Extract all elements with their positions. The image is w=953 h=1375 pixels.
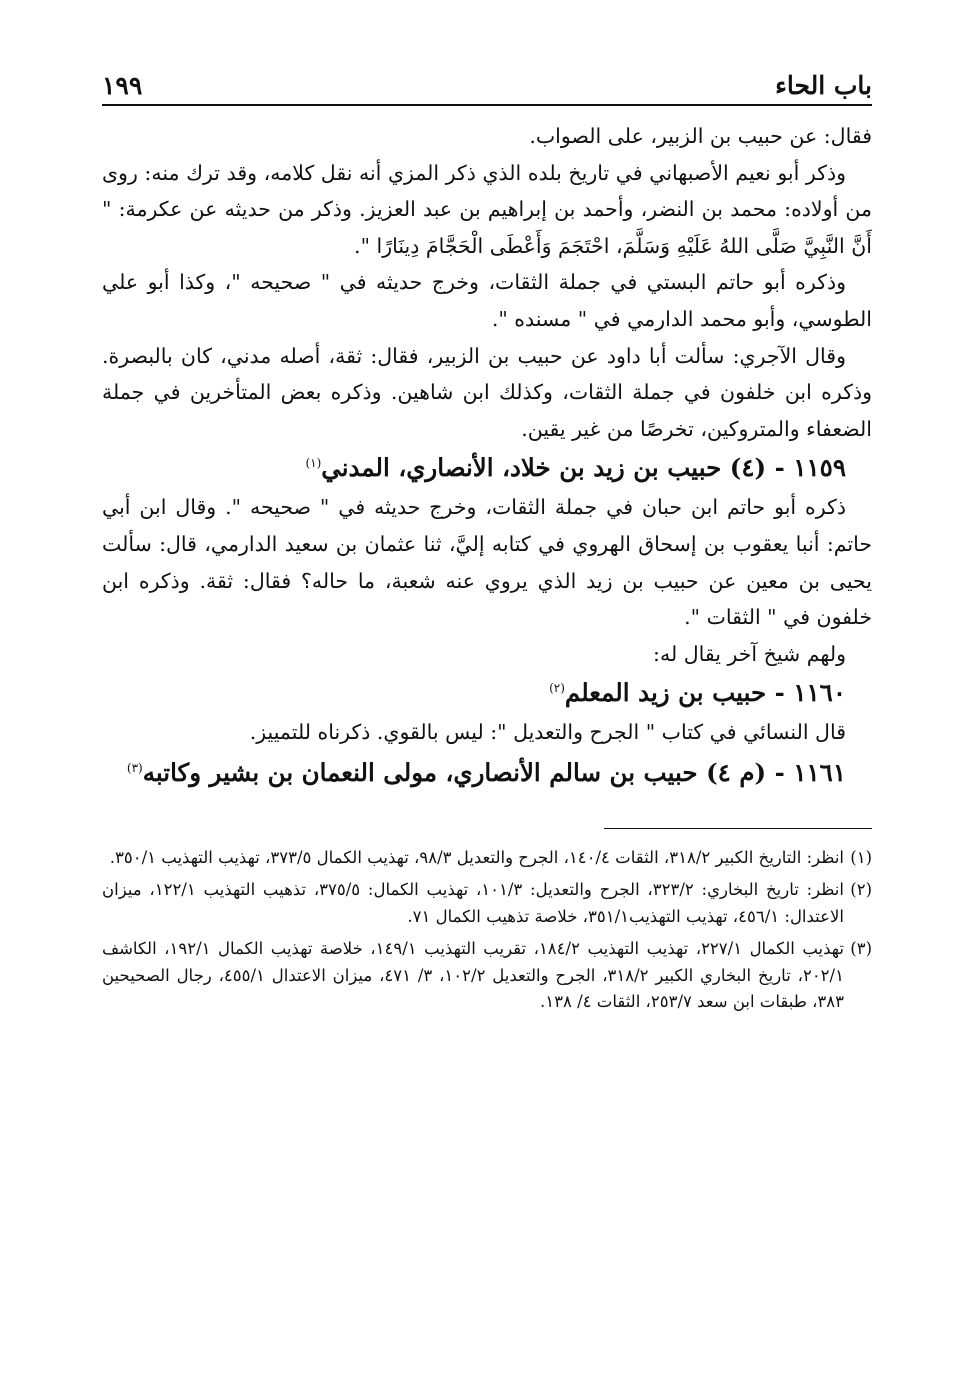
footnote-ref[interactable]: (٢) [549,681,565,696]
footnotes [102,845,872,1016]
footnote-divider [604,828,872,829]
footnote-2 [102,877,872,930]
page-number: ١٩٩ [102,71,143,100]
footnote-1 [102,845,872,872]
chapter-title: باب الحاء [775,71,872,100]
footnote-text: تهذيب الكمال ٢٢٧/١، تهذيب التهذيب ١٨٤/٢، تقريب التهذيب ١٤٩/١، خلاصة تهذيب الكمال ١٩٢/١، الكاشف ٢٠٢/١، تاريخ البخاري الكبير ٣١٨/٢، الجرح والتعديل ١٠٢/٢، ٣/ ٤٧١، ميزان الاعتدال ٤٥٥/١، رجال الصحيحين ٣٨٣، طبقات ابن سعد ٢٥٣/٧، الثقات ٤/ ١٣٨. [102,939,844,1012]
paragraph: ولهم شيخ آخر يقال له: [653,641,846,666]
entry-heading-1161 [102,751,872,794]
page-header [102,62,872,106]
footnote-text: انظر: تاريخ البخاري: ٣٢٣/٢، الجرح والتعديل: ١٠١/٣، تهذيب الكمال: ٣٧٥/٥، تذهيب التهذيب ١٢٢/١، ميزان الاعتدال: ٤٥٦/١، تهذيب التهذيب٣٥١/١، خلاصة تذهيب الكمال ٧١. [102,880,844,926]
entry-heading-1159 [102,447,872,489]
entry-title: ١١٦٠ - حبيب بن زيد المعلم [564,678,846,708]
paragraph: فقال: عن حبيب بن الزبير، على الصواب. [529,124,872,148]
paragraph: ذكره أبو حاتم ابن حبان في جملة الثقات، وخرج حديثه في " صحيحه ". وقال ابن أبي حاتم: أنبا يعقوب بن إسحاق الهروي في كتابه إليَّ، ثنا عثمان بن سعيد الدارمي، قال: سألت يحيى بن معين عن حبيب بن زيد الذي يروي عنه شعبة، ما حاله؟ فقال: ثقة. وذكره ابن خلفون في " الثقات ". [102,495,872,630]
footnote-text: انظر: التاريخ الكبير ٣١٨/٢، الثقات ١٤٠/٤، الجرح والتعديل ٩٨/٣، تهذيب الكمال ٣٧٣/٥، تهذيب التهذيب ٣٥٠/١. [109,847,844,867]
paragraph: وذكره أبو حاتم البستي في جملة الثقات، وخرج حديثه في " صحيحه "، وكذا أبو علي الطوسي، وأبو محمد الدارمي في " مسنده ". [102,270,872,331]
footnote-number: (١) [850,847,872,867]
entry-title: ١١٦١ - (م ٤) حبيب بن سالم الأنصاري، مولى النعمان بن بشير وكاتبه [142,757,846,787]
paragraph: وقال الآجري: سألت أبا داود عن حبيب بن الزبير، فقال: ثقة، أصله مدني، كان بالبصرة. وذكره ابن خلفون في جملة الثقات، وكذلك ابن شاهين. وذكره بعض المتأخرين في جملة الضعفاء والمتروكين، تخرصًا من غير يقين. [102,343,872,441]
entry-heading-1160 [102,672,872,714]
footnote-3 [102,936,872,1016]
book-page [102,62,872,1022]
entry-title: ١١٥٩ - (٤) حبيب بن زيد بن خلاد، الأنصاري، المدني [321,453,846,483]
paragraph: وذكر أبو نعيم الأصبهاني في تاريخ بلده الذي ذكر المزي أنه نقل كلامه، وقد ترك منه: روى من أولاده: محمد بن النضر، وأحمد بن إبراهيم بن عبد العزيز. وذكر من حديثه عن عكرمة: " أَنَّ النَّبِيَّ صَلَّى اللهُ عَلَيْهِ وَسَلَّمَ، احْتَجَمَ وَأَعْطَى الْحَجَّامَ دِينَارًا ". [102,160,872,258]
footnote-ref[interactable]: (١) [305,456,322,471]
footnote-ref[interactable]: (٣) [126,760,143,775]
main-text [102,118,872,794]
paragraph: قال النسائي في كتاب " الجرح والتعديل ": ليس بالقوي. ذكرناه للتمييز. [249,720,846,745]
footnote-number: (٢) [850,880,872,900]
footnote-number: (٣) [850,939,872,959]
